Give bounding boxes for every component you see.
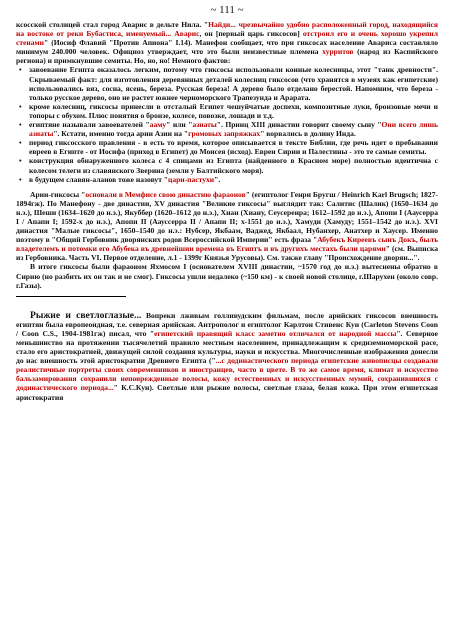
red-quote: основали в Мемфисе свою династию фараонов xyxy=(85,189,246,199)
red-quote: Абубекъ Киреевъ сынъ Докъ, былъ владетелемъ и потомки его Абубека въ древнейшии времена въ Египтъ и въ другихъ местахъ были царями xyxy=(16,235,438,254)
text: В итоге гиксосы были фараоном Яхмосом I (основателем XVIII династии, ~1570 год до н.э.) вытеснены обратно в Сирию (но разбить их он так и не смог). Гиксосы ушли недалеко (~150 км) - к своей новой столице, г.Шарухен (около совр. г.Газы). xyxy=(16,262,438,290)
text: ". Кстати, именно тогда арии Азии на " xyxy=(53,129,189,139)
red-quote: ...с додинастического периода египетские живописцы создавали реалистичные портреты своих современников и иностранцев, часто в цвете. В то же самое время, климат и искусство бальзамирования сохранили неповрежденные волосы, кожу естественных и искусственных мумий, сохранившихся с додинастического периода... xyxy=(16,356,438,393)
red-term: азиаты xyxy=(192,120,217,130)
text: ". Северное меньшинство на протяжении тысячелетий правило местным населением, принадлежащим к средиземноморской расе, стало его аристократией, движущей силой создания культуры, науки и искусства. Многочисленные изображения донесли до нас внешность этой аристократии Древнего Египта (" xyxy=(16,328,439,366)
text: кроме колесниц, гиксосы принесли в отсталый Египет чешуйчатые доспехи, композитные луки, бронзовые мечи и топоры с обухом. Плюс понятия о бронзе, колесе, повозке, лошади и т.д. xyxy=(29,101,438,120)
text: ксосской столицей стал город Аварис в дельте Нила. " xyxy=(16,20,209,29)
red-quote: громовых запряжках xyxy=(188,129,261,139)
text: " или " xyxy=(166,120,193,130)
exit-paragraph xyxy=(16,262,438,289)
text: период гиксосского правления - в есть то время, которое описывается в тексте Библии, где речь идет о пребывании евреев в Египте - от Иосифа (приход в Египет) до Моисея (исход). Евреи Сирии и Палестины - это те самые семиты. xyxy=(29,138,438,157)
list-item xyxy=(25,65,438,101)
text: " (египтолог Генри Бругш / Heinrich Karl Brugsch; 1827-1894гж). По Манефону - две династии, XV династия "Великие гиксосы" выглядит так: Салитис (Шалик) (1650–1634 до н.э.), Шеши (1634–1620 до н.э.), Якуббер (1620–1612 до н.э.), Хиан (Хиану, Сеусеренра; 1612–1592 до н.э.), Апопи I (Ааусерра I / Апапи I; 1592-х до н.э.), Апопи II (Аауссерра II / Апапи II; x-1551 до н.э.), Хамуди (Хамуду; 1551–1542 до н.э.). XVI династия "Малые гиксосы", 1650–1540 до н.э.: Нубсер, Якбаам, Ваджед, Якбаал, Нубанхер, Анатхер и Хаусер. Именно поэтому в "Общий Гербовник дворянских родов Всероссийской Империи" есть фраза " xyxy=(16,189,438,245)
red-quote: Найди... чрезвычайно удобно расположенный город, находящийся на востоке от реки Бубастиса, именуемый... Аварис xyxy=(16,20,438,39)
red-term: ааму xyxy=(149,120,167,130)
red-quote: отстроил его и очень хорошо укрепил стенами xyxy=(16,29,438,48)
list-item xyxy=(25,156,438,174)
text: " (см. Выписка из Гербовника. Часть VI. Первое отделение, л.1 - 1399г Князья Урусовы). См. также главу "Происхождение дворян...". xyxy=(16,244,438,263)
text: ". Принц XIII династии говорит своему сыну " xyxy=(216,120,382,130)
text: египтяне называли завоевателей " xyxy=(29,120,150,130)
red-term: хурритов xyxy=(322,47,354,57)
section-divider xyxy=(16,296,126,297)
text: Арии-гиксосы " xyxy=(30,189,86,199)
list-item xyxy=(25,120,438,138)
text: конструкция обнаруженного колеса с 4 спицами из Египта (найденного в Красном море) полностью идентична с колесом телеги из славянского Зверина (земли у Балтийского моря). xyxy=(29,156,438,175)
section-heading: Рыжие и светлоглазые... xyxy=(30,309,142,321)
arii-paragraph xyxy=(16,190,438,263)
list-item xyxy=(25,175,438,184)
text: " (Иосиф Флавий "Против Апиона" I.14). Манефон сообщает, что при гиксосах население Авариса составляло минимум 240.000 человек. Официоз утверждает, что это были неизвестные племена xyxy=(16,38,438,57)
facts-list xyxy=(16,65,438,183)
red-quote: Они всего лишь азиаты xyxy=(29,120,438,139)
text: (народ из Каспийского региона) и примкнувшие семиты. Но, но, но! Немного фактов: xyxy=(16,47,438,66)
red-quote: египетский правящий класс заметно отличался от народной массы xyxy=(154,328,397,338)
text: ". xyxy=(214,174,221,184)
text: , он [первый царь гиксосов] xyxy=(199,29,303,39)
list-item xyxy=(25,102,438,120)
intro-paragraph xyxy=(16,20,438,65)
red-term: цари-пастухи xyxy=(167,174,215,184)
page-number: ~ 111 ~ xyxy=(210,4,244,16)
text: " К.С.Кун). Светлые или рыжие волосы, светлые глаза, белая кожа. При этом египетская аристократия xyxy=(16,383,438,402)
text: Вопреки лживым голливудским фильмам, после арийских гиксосов внешность египтян была европеоидная, т.е. северная арийская. Антрополог и египтолог Карлтон Стивенс Кун (Carleton Stevens Coon / Coon C.S., 1904-1981гж) писал, что " xyxy=(16,310,438,338)
text: завоевание Египта оказалось легким, потому что гиксосы использовали конные колесницы, этот "танк древности". Скрываемый факт: для изготовления деревянных деталей колесниц гиксосов (что хранятся в музеях как египетские) использовались вяз, сосна, ясень, береза. Русская береза! А дерево было отделано берестой. Напомним, что береза - только русское дерево, оно не растет южнее черноморского Трапезунда и Арарата. xyxy=(29,65,438,102)
text: в будущем славян-аланов тоже назовут " xyxy=(29,174,168,184)
list-item xyxy=(25,138,438,156)
rizhie-paragraph xyxy=(16,311,438,402)
text: " ворвались в долину Инда. xyxy=(260,129,356,139)
